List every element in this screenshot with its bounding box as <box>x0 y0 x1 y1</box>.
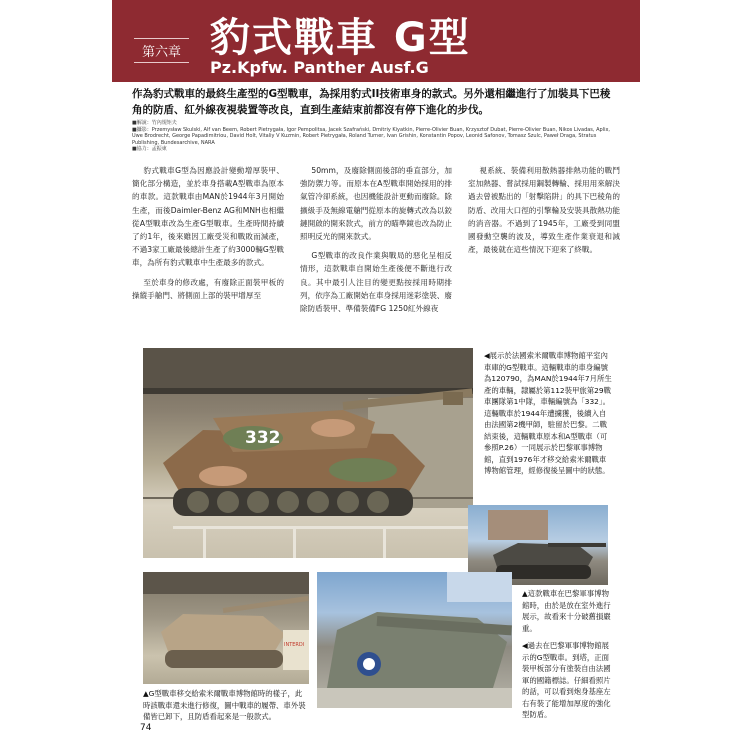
body-column-2 <box>300 164 452 321</box>
tank-illustration <box>317 572 512 708</box>
credits-block <box>132 120 620 153</box>
caption-front-photo: ◀過去在巴黎軍事博物館展示的G型戰車。到塔，正面裝甲板部分有塗裝自由法國軍的國籍標誌。仔細看照片的話，可以看到炮身基座左右有裝了能增加厚度的強化型防盾。 <box>522 641 611 719</box>
barrier-sign: INTERDI <box>284 642 305 648</box>
photo-panther-g-saumur <box>143 348 473 558</box>
body-paragraph: 視系統、裝備利用散熱器排熱功能的戰鬥室加熱器、嘗試採用鋼製轉輪、採用用來解決過去曾被點出的「射擊陷阱」的具下巴稜角的防盾、改用大口徑的引擎輪及安裝具散熱功能的消音器。不過到了1945年，工廠受到同盟國發動空襲的波及，導致生產作業衰退和減產，最後就在這些情況下迎來了終戰。 <box>468 166 620 255</box>
lead-paragraph: 作為豹式戰車的最終生產型的G型戰車，為採用豹式II技術車身的款式。另外還相繼進行了加裝具下巴稜角的防盾、紅外線夜視裝置等改良，直到生產結束前都沒有停下進化的步伐。 <box>132 88 611 116</box>
body-paragraph: G型戰車的改良作業與戰局的惡化呈相反情形，這款戰車自開始生產後便不斷進行改良。其中最引人注目的變更點按採用時期排列，依序為工廠開始在車身採用迷彩塗裝、廢除防盾裝甲、準備裝備FG 1250紅外線夜 <box>300 251 452 314</box>
magazine-page <box>112 0 640 750</box>
body-paragraph: 50mm，及廢除側面後部的垂直部分，加強防禦力等。而原本在A型戰車開始採用的排氣管冷卻系統，也因機能設計更動而廢除。除擴級手及無線電艙門從原本的旋轉式改為以鉸鏈開啟的開來款式，前方的瞄準鏡也改為防止照明反光的開來款式。 <box>300 166 452 242</box>
body-paragraph: 至於車身的修改處，有廢除正面裝甲板的操縱手艙門、將側面上部的裝甲增厚至 <box>132 277 284 300</box>
tank-illustration <box>143 572 309 684</box>
tank-illustration <box>143 348 473 558</box>
page-subtitle: Pz.Kpfw. Panther Ausf.G <box>210 58 429 77</box>
body-column-1 <box>132 164 284 308</box>
photo-transfer-to-saumur <box>143 572 309 684</box>
page-title: 豹式戰車 G型 <box>210 15 471 61</box>
caption-outdoor-photo: ▲這款戰車在巴黎軍事博物館時，由於是放在室外進行展示，故看來十分破舊損嚴重。 <box>522 589 611 633</box>
caption-small-photo: ▲G型戰車移交給索米爾戰車博物館時的樣子，此時該戰車還未進行修復，圖中戰車的履帶、車外裝備皆已卸下，且防盾看起來是一般款式。 <box>143 689 306 721</box>
photo-paris-museum-front <box>317 572 512 708</box>
credit-cooperation: ■協力：孟振東 <box>132 146 167 152</box>
body-column-3 <box>468 164 620 262</box>
chapter-label: 第六章 <box>134 38 189 63</box>
page-number: 74 <box>140 723 152 733</box>
credit-photographers: ■攝影：Przemysław Skulski, Alf van Beem, Robert Pietrygała, Igor Pempolitsa, Jacek Szafrański, Dmitriy Kiyatkin, Pierre-Olivier Buan, Krzysztof Dubat, Pierre-Olivier Buan, Nikos Livadas, Aplix, Uwe Brodrecht, George Papadimitriou, David Holt, Vitaliy V Kuzmin, Robert Pietrygała, Roland Turner, Ivan Grishin, Konstantin Popov, Leonid Safonov, Tomasz Szulc, Paweł Draga, Stratus Publishing, Bundesarchive, NARA <box>132 126 611 146</box>
caption-main-photo: ◀展示於法國索米爾戰車博物館平室內車庫的G型戰車。這輛戰車的車身編號為120790，為MAN於1944年7月所生產的車輛，隸屬於第112裝甲旅第29戰車團隊第1中隊，車輛編號為「332」。這輛戰車於1944年遭擄獲，後續入自由法國第2機甲師，駐留於巴黎。二戰結束後，這輛戰車原本和A型戰車（可參照P.26）一同展示於巴黎軍事博物館，直到1976年才移交給索米爾戰車博物館管理，經修復後呈圖中的狀態。 <box>484 351 612 475</box>
chapter-banner <box>112 0 640 82</box>
body-paragraph: 豹式戰車G型為因應設計變動增厚裝甲、簡化部分構造，並於車身搭載A型戰車為原本的車款。這款戰車由MAN於1944年3月開始生產，而後Daimler-Benz AG和MNH也相繼從A型戰車改為生產G型戰車。生產時間持續了約1年，後來雖因工廠受災和戰敗而減產，不過3家工廠最後總計生產了約3000輛G型戰車，為所有豹式戰車中生產最多的款式。 <box>132 166 284 268</box>
turret-number: 332 <box>245 428 281 448</box>
credit-text: ■解說：竹內規矩夫 <box>132 120 177 126</box>
